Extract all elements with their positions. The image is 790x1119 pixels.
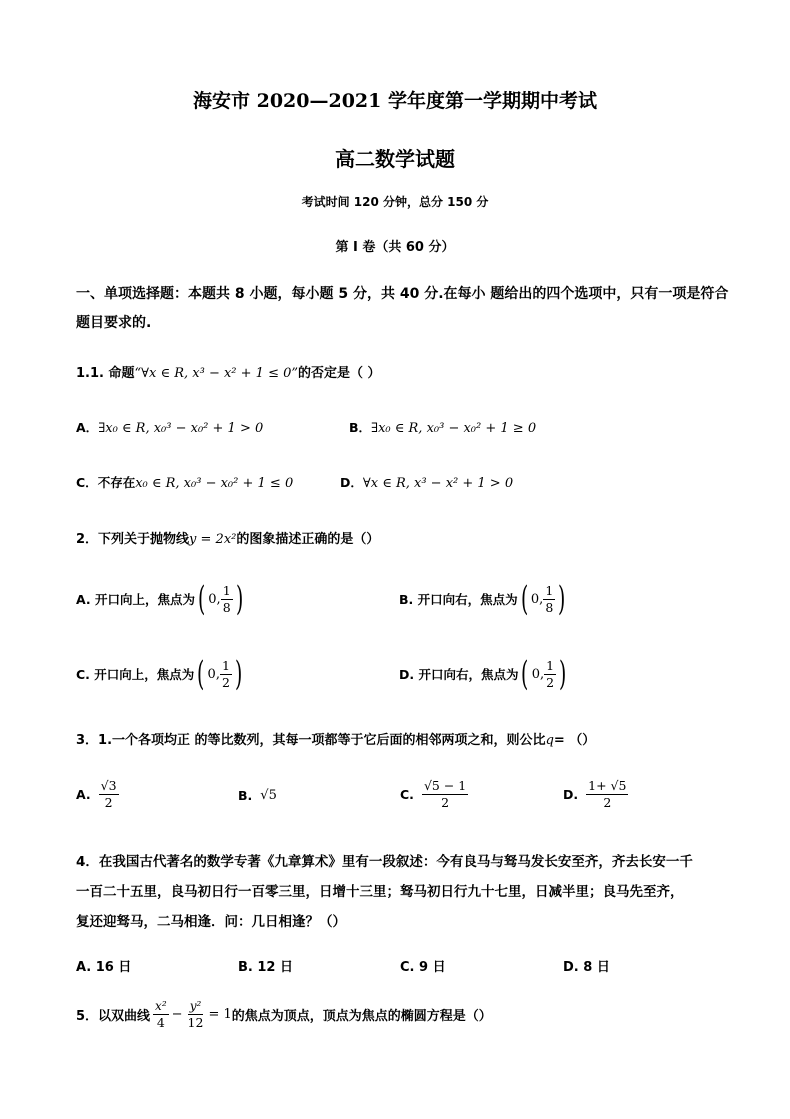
q5-minus: −: [171, 1007, 183, 1022]
option-math: ∃x₀ ∈ R, x₀³ − x₀² + 1 > 0: [98, 421, 264, 436]
option-label: A．: [76, 420, 99, 435]
question-5-prefix: 5．以双曲线: [76, 1009, 151, 1024]
question-4-line1: 4．在我国古代著名的数学专著《九章算术》里有一段叙述：今有良马与驽马发长安至齐，齐去长安一千: [76, 854, 693, 870]
focus-y-fraction: $\frac{1}{8}$: [545, 582, 554, 615]
question-2-math: y = 2x²: [189, 532, 237, 547]
option-label: D.: [563, 787, 579, 802]
focus-y-fraction: $\frac{1}{2}$: [546, 657, 555, 690]
question-1: [76, 362, 381, 381]
exam-title: 海安市 2020—2021 学年度第一学期期中考试: [193, 90, 597, 112]
option-label: D. 开口向右，焦点为: [399, 667, 519, 682]
q3-option-c: [400, 778, 468, 811]
q1-option-d: [340, 473, 513, 491]
focus-x: 0,: [207, 666, 220, 682]
subject-title: 高二数学试题: [335, 147, 455, 171]
option-label: B.: [238, 788, 253, 803]
q4-option-a: A. 16 日: [76, 960, 132, 975]
q2-option-c: [76, 654, 245, 694]
focus-x: 0,: [530, 591, 544, 607]
focus-x: 0,: [208, 591, 221, 607]
focus-x: 0,: [531, 666, 545, 682]
focus-point: ( 0, $\frac{1}{8}$ ): [198, 579, 243, 619]
question-3: [76, 729, 595, 748]
question-3-text: 3．1.一个各项均正 的等比数列，其每一项都等于它后面的相邻两项之和，则公比: [76, 733, 546, 748]
option-label: C. 开口向上，焦点为: [76, 667, 195, 682]
option-label: A. 开口向上，焦点为: [76, 592, 196, 607]
q4-option-d: D. 8 日: [563, 960, 610, 975]
q4-option-c: C. 9 日: [400, 960, 446, 975]
option-label: A.: [76, 787, 91, 802]
volume-title: 第 I 卷（共 60 分）: [335, 240, 455, 255]
option-fraction: $\frac{√5 - 1}{2}$: [423, 778, 467, 810]
q4-option-b: B. 12 日: [238, 960, 293, 975]
question-4-line3: 复还迎驽马，二马相逢．问：几日相逢？（）: [76, 914, 346, 930]
option-math: ∀x ∈ R, x³ − x² + 1 > 0: [362, 476, 514, 491]
option-text: 不存在: [97, 475, 136, 490]
option-label: C.: [400, 787, 414, 802]
question-4-line2: 一百二十五里，良马初日行一百零三里，日增十三里；驽马初日行九十七里，日减半里；良马先至齐，: [76, 884, 684, 900]
focus-point: ( 0, $\frac{1}{2}$ ): [197, 654, 243, 694]
option-label: B. 开口向右，焦点为: [399, 592, 518, 607]
question-1-math: “∀x ∈ R, x³ − x² + 1 ≤ 0”: [134, 366, 299, 381]
exam-info: 考试时间 120 分钟，总分 150 分: [301, 195, 489, 209]
q3-option-b: [238, 788, 277, 803]
focus-point: ( 0, $\frac{1}{2}$ ): [521, 654, 567, 694]
q3-option-a: [76, 778, 119, 811]
option-value: √5: [260, 788, 277, 803]
q2-option-b: [399, 579, 569, 619]
question-1-suffix: 的否定是（ ）: [298, 366, 381, 381]
q1-option-b: [349, 418, 536, 436]
question-2-prefix: 2．下列关于抛物线: [76, 532, 190, 547]
question-5: [76, 998, 492, 1031]
q5-equals: = 1: [208, 1007, 232, 1022]
option-math: ∃x₀ ∈ R, x₀³ − x₀² + 1 ≥ 0: [371, 421, 537, 436]
q1-option-c: [76, 473, 293, 491]
question-5-suffix: 的焦点为顶点，顶点为焦点的椭圆方程是（）: [231, 1009, 492, 1024]
section-heading-cont: 题目要求的.: [76, 315, 152, 331]
option-label: B．: [349, 420, 372, 435]
focus-y-fraction: $\frac{1}{2}$: [221, 657, 230, 690]
question-2: [76, 528, 379, 547]
q5-fraction-x: $\frac{\text{x²}}{4}$: [155, 999, 167, 1030]
question-3-suffix: = （）: [553, 733, 596, 748]
option-fraction: $\frac{√3}{2}$: [100, 778, 117, 810]
question-1-prefix: 1.1. 命题: [76, 366, 135, 381]
option-math: x₀ ∈ R, x₀³ − x₀² + 1 ≤ 0: [135, 476, 294, 491]
q1-option-a: [76, 418, 263, 436]
question-2-suffix: 的图象描述正确的是（）: [236, 532, 380, 547]
q5-fraction-y: $\frac{\text{y²}}{12}$: [187, 999, 204, 1030]
focus-y-fraction: $\frac{1}{8}$: [222, 582, 231, 615]
option-label: C．: [76, 475, 98, 490]
q2-option-a: [76, 579, 246, 619]
option-fraction: $\frac{1+ √5}{2}$: [588, 778, 627, 810]
question-3-var: q: [545, 733, 554, 748]
q2-option-d: [399, 654, 569, 694]
q3-option-d: [563, 778, 628, 811]
option-label: D．: [340, 475, 363, 490]
focus-point: ( 0, $\frac{1}{8}$ ): [520, 579, 566, 619]
section-heading: 一、单项选择题：本题共 8 小题，每小题 5 分，共 40 分.在每小 题给出的四个选项中，只有一项是符合: [76, 286, 729, 302]
